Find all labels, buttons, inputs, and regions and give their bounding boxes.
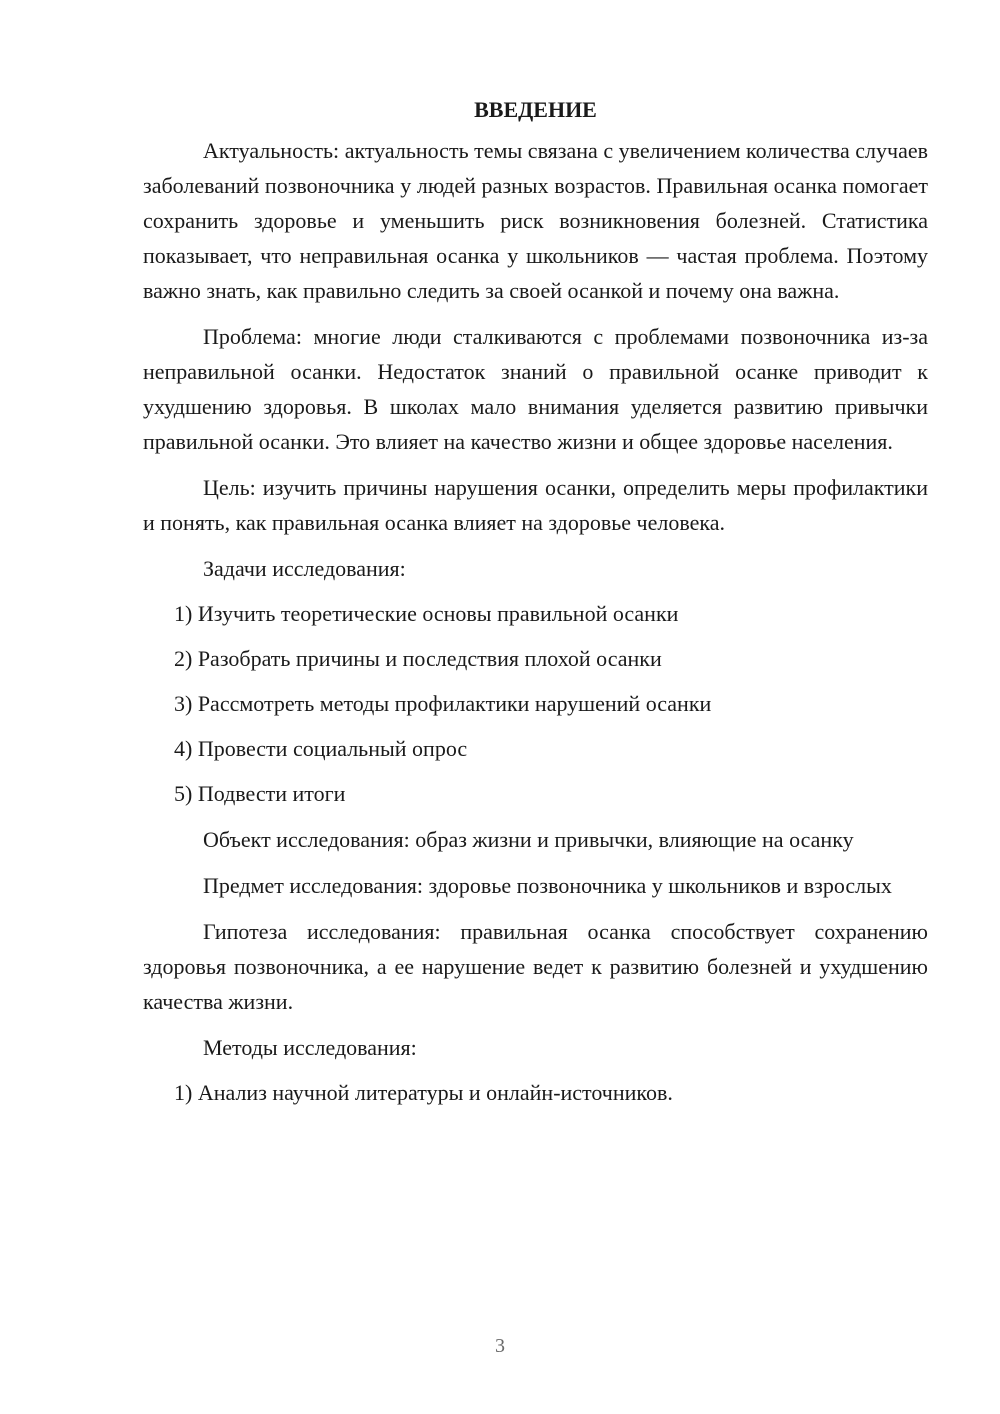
relevance-paragraph: Актуальность: актуальность темы связана с увеличением количества случаев заболеваний позвоночника у людей разных возрастов. Правильная осанка помогает сохранить здоровье и уменьшить риск возникновения болезней. Статистика показывает, что неправильная осанка у школьников — частая проблема. Поэтому важно знать, как правильно следить за своей осанкой и почему она важна. (143, 138, 928, 303)
tasks-heading: Задачи исследования: (203, 556, 406, 581)
page-number: 3 (495, 1335, 505, 1357)
hypothesis-paragraph: Гипотеза исследования: правильная осанка способствует сохранению здоровья позвоночника, а ее нарушение ведет к развитию болезней и ухудшению качества жизни. (143, 919, 928, 1014)
tasks-list (143, 596, 928, 811)
page-content (143, 92, 928, 1110)
task-item: 1) Изучить теоретические основы правильной осанки (174, 601, 679, 626)
goal-paragraph: Цель: изучить причины нарушения осанки, определить меры профилактики и понять, как правильная осанка влияет на здоровье человека. (143, 475, 928, 535)
task-item: 5) Подвести итоги (174, 781, 346, 806)
method-item: 1) Анализ научной литературы и онлайн-источников. (174, 1080, 673, 1105)
subject-paragraph: Предмет исследования: здоровье позвоночника у школьников и взрослых (203, 873, 892, 898)
section-title: ВВЕДЕНИЕ (474, 97, 597, 122)
object-paragraph: Объект исследования: образ жизни и привычки, влияющие на осанку (203, 827, 854, 852)
task-item: 3) Рассмотреть методы профилактики нарушений осанки (174, 691, 712, 716)
problem-paragraph: Проблема: многие люди сталкиваются с проблемами позвоночника из-за неправильной осанки. Недостаток знаний о правильной осанке приводит к ухудшению здоровья. В школах мало внимания уделяется развитию привычки правильной осанки. Это влияет на качество жизни и общее здоровье населения. (143, 324, 928, 454)
methods-heading: Методы исследования: (203, 1035, 417, 1060)
task-item: 4) Провести социальный опрос (174, 736, 468, 761)
task-item: 2) Разобрать причины и последствия плохой осанки (174, 646, 662, 671)
methods-list (143, 1075, 928, 1110)
